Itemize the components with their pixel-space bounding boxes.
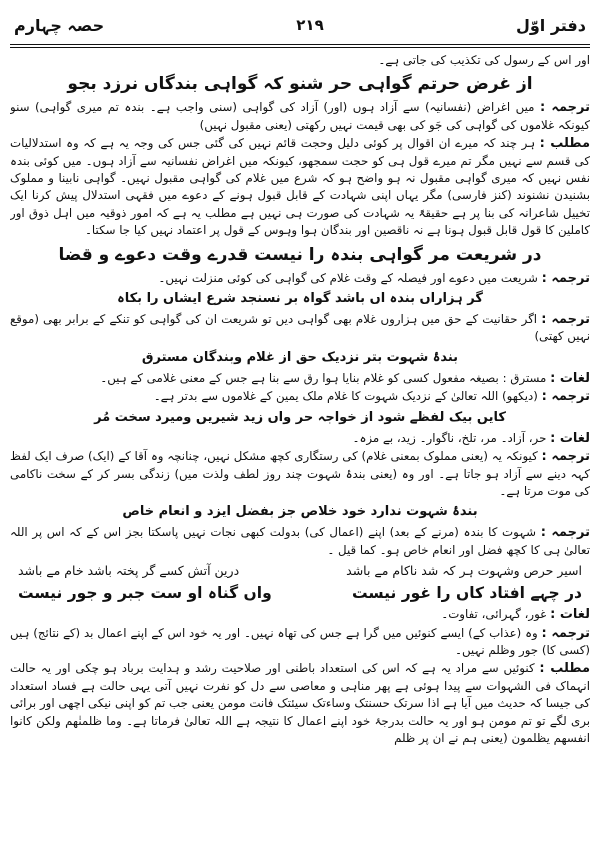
translation-5: [10, 448, 590, 500]
vocabulary-text: حر، آزاد۔ مر، تلخ، ناگوار۔ زید، بے مزہ۔: [352, 430, 547, 445]
verse-6: بندۂ شہوت ندارد خود خلاص جز بفضل ایزد و انعام خاص: [122, 504, 478, 520]
translation-4: [10, 388, 590, 405]
translation-text: شریعت میں دعوے اور فیصلہ کے وقت غلام کی گواہی کی کوئی منزلت نہیں۔: [158, 270, 538, 285]
translation-label: ترجمہ :: [540, 525, 590, 541]
vocabulary-2: [10, 430, 590, 447]
translation-label: ترجمہ :: [539, 100, 590, 116]
explanation-tail: (یعنی ہم نے ان پر ظلم: [394, 730, 508, 745]
translation-label: ترجمہ :: [541, 625, 590, 641]
explanation-text: ہر چند کہ میرے ان اقوال پر کوئی دلیل وحجت قائم نہیں کی گئی جس کی وجہ یہ ہے کہ وہ استدلالیات کی قسم سے نہیں مگر تم میرے قول ہی کو حجت سمجھو، کیونکہ میں اغراض نفسانیہ سے آزاد ہوں۔ میں کوئی بندہ نفس نہیں کہ میری گواہی مقبول نہ ہو واضح ہو کہ شرع میں غلام کی گواہی مقبول نہیں۔ گواہی نابینا و مملوک بشنیدن نشنوند (کنز فارسی) مگر یہاں اپنی شہادت کے قابل قبول ہونے کے دعوے میں فقہی استدلال پیش کرنا ایک تخییل شاعرانہ کی بنا پر ہے حقیقۃً یہ شہادت کی صورت ہی نہیں ہے مطلب یہ ہے کہ امور ذوقیہ میں اہل ذوق اور کاملین کا قول قابل قبول ہونا ہے نہ ناقصین اور بندگان ہوا وہوس کے قول پر اعتماد نہیں کیا جا سکتا۔: [10, 136, 590, 238]
translation-text: کیونکہ یہ (یعنی مملوک بمعنی غلام) کی رستگاری کچھ مشکل نہیں، چنانچہ وہ آقا کے (ایک) صرف ایک لفظ کہہ دینے سے آزاد ہو جاتا ہے۔ اور وہ (یعنی بندۂ شہوت چند روز لطف ولذت میں) زندگی بسر کر کے سخت ناکامی کی موت مرتا ہے۔: [10, 449, 590, 498]
translation-text: (دیکھو) اللہ تعالیٰ کے نزدیک شہوت کا غلام ملک یمین کے غلاموں سے بدتر ہے۔: [153, 389, 538, 404]
verse-1: از غرض حرتم گواہی حر شنو کہ گواہی بندگاں نرزد بجو: [67, 74, 533, 95]
verse-7-right: در چہے افتاد کاں را غور نیست: [351, 584, 582, 603]
quoted-couplet: [18, 561, 582, 580]
vocabulary-1: [10, 370, 590, 387]
header-rule: [10, 44, 590, 45]
page-body: [10, 52, 590, 837]
book-title-right: دفتر اوّل: [515, 15, 586, 35]
vocabulary-label: لغات :: [550, 607, 590, 623]
verse-5: کایں بیک لفظے شود از خواجہ حر واں زید شیریں ومیرد سخت مُر: [94, 409, 506, 425]
vocabulary-text: غور، گہرائی، تفاوت۔: [441, 607, 547, 622]
explanation-label: مطلب :: [539, 136, 590, 152]
verse-7: [18, 582, 582, 604]
vocabulary-label: لغات :: [550, 370, 590, 386]
translation-1: [10, 99, 590, 134]
header-rule-double: [10, 47, 590, 48]
translation-label: ترجمہ :: [541, 389, 590, 405]
explanation-label: مطلب :: [539, 661, 590, 677]
translation-7: [10, 625, 590, 660]
explanation-2: [10, 660, 590, 747]
translation-text: میں اغراض (نفسانیہ) سے آزاد ہوں (اور) آزاد کی گواہی (سنی واجب ہے۔ بندہ تم میری گواہی) سنو کیونکہ غلاموں کی گواہی کی جَو کی بھی قیمت نہیں رکھتی (یعنی مقبول نہیں): [10, 100, 590, 132]
verse-4: بندۂ شہوت بتر نزدیک حق از غلام وبندگان مسترق: [141, 349, 459, 365]
vocabulary-label: لغات :: [550, 430, 590, 446]
translation-2: [10, 270, 590, 287]
couplet-left: درین آتش کسے گر پختہ باشد خام مے باشد: [18, 563, 240, 579]
section-title-left: حصہ چہارم: [14, 15, 105, 35]
translation-text: شہوت کا بندہ (مرنے کے بعد) اپنے (اعمال کی) بدولت کبھی نجات نہیں پاسکتا بجز اس کے کہ اس پر اللہ تعالیٰ ہی کا کچھ فضل اور انعام خاص ہو۔ کما قیل ۔: [10, 525, 590, 557]
translation-6: [10, 524, 590, 559]
verse-3: گر ہزاراں بندہ اں باشد گواہ بر نسنجد شرع ایشاں را بکاہ: [117, 291, 483, 307]
page-number: ۲۱۹: [296, 16, 324, 34]
translation-label: ترجمہ :: [541, 270, 590, 286]
translation-text: اگر حقانیت کے حق میں ہزاروں غلام بھی گواہی دیں تو شریعت ان کی گواہی کو تنکے کے برابر بھی (موقع نہیں کھتی): [10, 312, 590, 344]
translation-text: وہ (عذاب کے) ایسے کنوئیں میں گرا ہے جس کی تھاہ نہیں۔ اور یہ خود اس کے اپنے اعمال بد (کے نتائج) ہیں (کسی کا) جور وظلم نہیں۔: [10, 625, 590, 657]
verse-2: در شریعت مر گواہی بندہ را نیست قدرے وقت دعوے و قضا: [58, 244, 542, 265]
explanation-text: کنوئیں سے مراد یہ ہے کہ اس کی استعداد باطنی اور صلاحیت رشد و ہدایت برباد ہو چکی اور یہ حالت انہماک فی الشہوات سے پیدا ہوئی ہے پھر مناہی و معاصی سے دل کو نفرت نہیں آتی یہی حالت ہے فساد استعداد کی جیسا کہ حدیث میں آیا ہے اذا سرتک حسنتک وساءتک سیئتک فانت مومن یعنی جب تم کو اپنی نیکی اچھی اور برائی بری لگے تو تم مومن ہو اور یہ حالت بدرجۂ خود اپنے اعمال کا نتیجہ ہے اللہ تعالیٰ فرماتا ہے۔ وما ظلمنٰھم ولکن کانوا انفسھم یظلمون: [10, 661, 590, 745]
translation-label: ترجمہ :: [541, 312, 590, 328]
translation-3: [10, 311, 590, 346]
page-header: [14, 8, 586, 42]
vocabulary-text: مسترق : بصیغہ مفعول کسی کو غلام بنایا ہوا رق سے بنا ہے جس کے معنی غلامی کے ہیں۔: [100, 370, 547, 385]
couplet-right: اسیر حرص وشہوت ہر کہ شد ناکام مے باشد: [346, 563, 582, 579]
translation-label: ترجمہ :: [541, 449, 590, 465]
explanation-1: [10, 135, 590, 239]
vocabulary-3: [10, 606, 590, 623]
intro-line: اور اس کے رسول کی تکذیب کی جاتی ہے۔: [378, 53, 590, 67]
verse-7-left: واں گناہ او ست جبر و جور نیست: [18, 584, 272, 603]
